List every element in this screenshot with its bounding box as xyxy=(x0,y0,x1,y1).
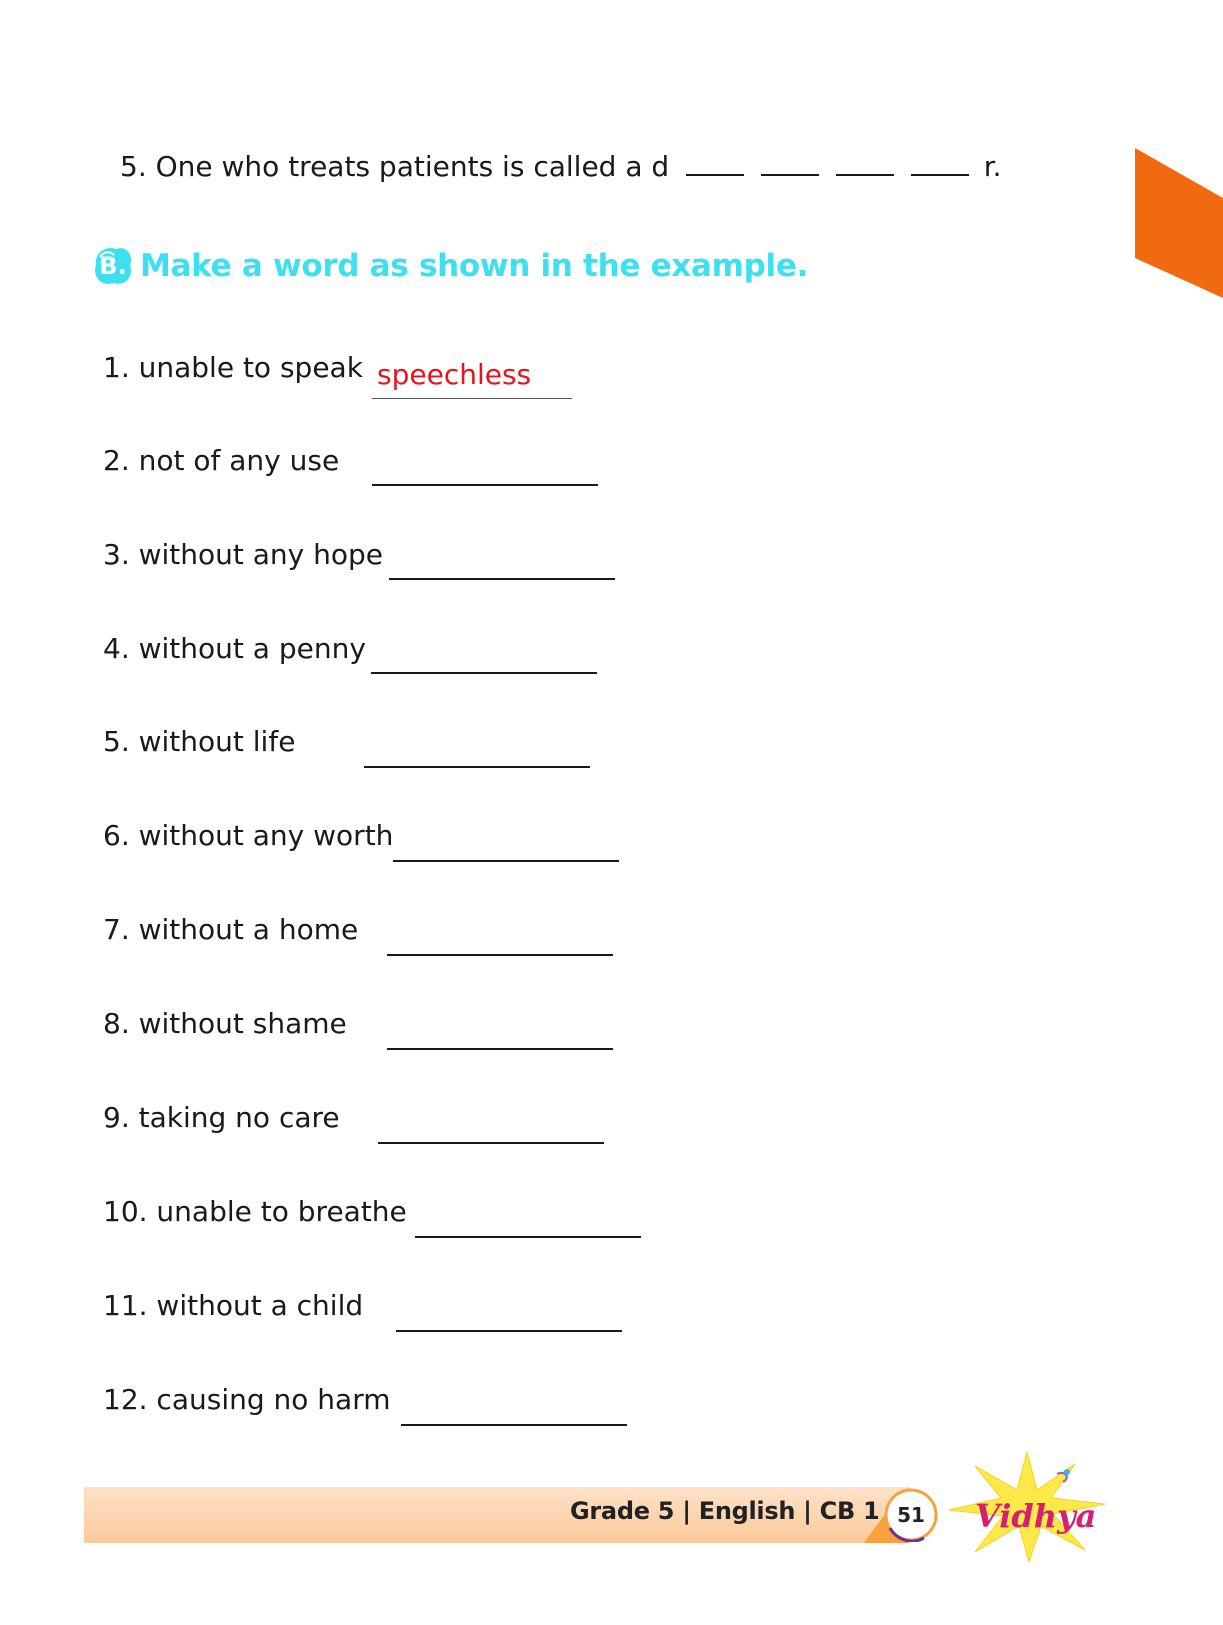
answer-line-2[interactable] xyxy=(372,484,598,486)
exercise-item-7 xyxy=(103,910,358,950)
exercise-item-1 xyxy=(103,348,363,388)
item-label: 1. unable to speak xyxy=(103,351,363,384)
answer-line-9[interactable] xyxy=(378,1142,604,1144)
exercise-item-6 xyxy=(103,816,393,856)
exercise-item-3 xyxy=(103,535,383,575)
answer-line-6[interactable] xyxy=(393,860,619,862)
exercise-item-9 xyxy=(103,1098,340,1138)
answer-line-1 xyxy=(372,398,572,399)
exercise-item-12 xyxy=(103,1380,391,1420)
answer-line-5[interactable] xyxy=(364,766,590,768)
exercise-item-10 xyxy=(103,1192,407,1232)
answer-line-3[interactable] xyxy=(389,578,615,580)
exercise-item-2 xyxy=(103,441,339,481)
letter-blank-4[interactable] xyxy=(911,152,969,176)
section-letter: B. xyxy=(99,252,127,280)
answer-line-12[interactable] xyxy=(401,1424,627,1426)
item-label: 2. not of any use xyxy=(103,444,340,477)
logo-text: Vidhya xyxy=(975,1497,1097,1535)
answer-line-7[interactable] xyxy=(387,954,613,956)
item-label: 12. causing no harm xyxy=(103,1383,391,1416)
example-answer: speechless xyxy=(377,358,532,391)
item-label: 8. without shame xyxy=(103,1007,347,1040)
item-label: 7. without a home xyxy=(103,913,359,946)
exercise-item-8 xyxy=(103,1004,347,1044)
answer-line-8[interactable] xyxy=(387,1048,613,1050)
previous-question-ending: r. xyxy=(983,150,1002,183)
previous-question-text: 5. One who treats patients is called a d xyxy=(120,150,670,183)
item-label: 10. unable to breathe xyxy=(103,1195,407,1228)
letter-blank-2[interactable] xyxy=(761,152,819,176)
previous-question-5 xyxy=(120,150,1002,183)
exercise-item-5 xyxy=(103,722,295,762)
item-label: 4. without a penny xyxy=(103,632,366,665)
item-label: 6. without any worth xyxy=(103,819,394,852)
section-b-heading xyxy=(90,240,808,292)
corner-tab-decoration xyxy=(1135,148,1223,298)
footer-grade-subject: Grade 5 | English | CB 1 xyxy=(570,1497,880,1525)
answer-line-4[interactable] xyxy=(371,672,597,674)
letter-blank-3[interactable] xyxy=(836,152,894,176)
section-letter-badge xyxy=(90,243,136,289)
item-label: 11. without a child xyxy=(103,1289,364,1322)
item-label: 9. taking no care xyxy=(103,1101,340,1134)
section-title: Make a word as shown in the example. xyxy=(140,248,809,284)
letter-blank-1[interactable] xyxy=(686,152,744,176)
item-label: 3. without any hope xyxy=(103,538,384,571)
item-label: 5. without life xyxy=(103,725,296,758)
answer-line-10[interactable] xyxy=(415,1236,641,1238)
answer-line-11[interactable] xyxy=(396,1330,622,1332)
page-number: 51 xyxy=(897,1503,925,1527)
exercise-item-4 xyxy=(103,629,366,669)
exercise-item-11 xyxy=(103,1286,363,1326)
